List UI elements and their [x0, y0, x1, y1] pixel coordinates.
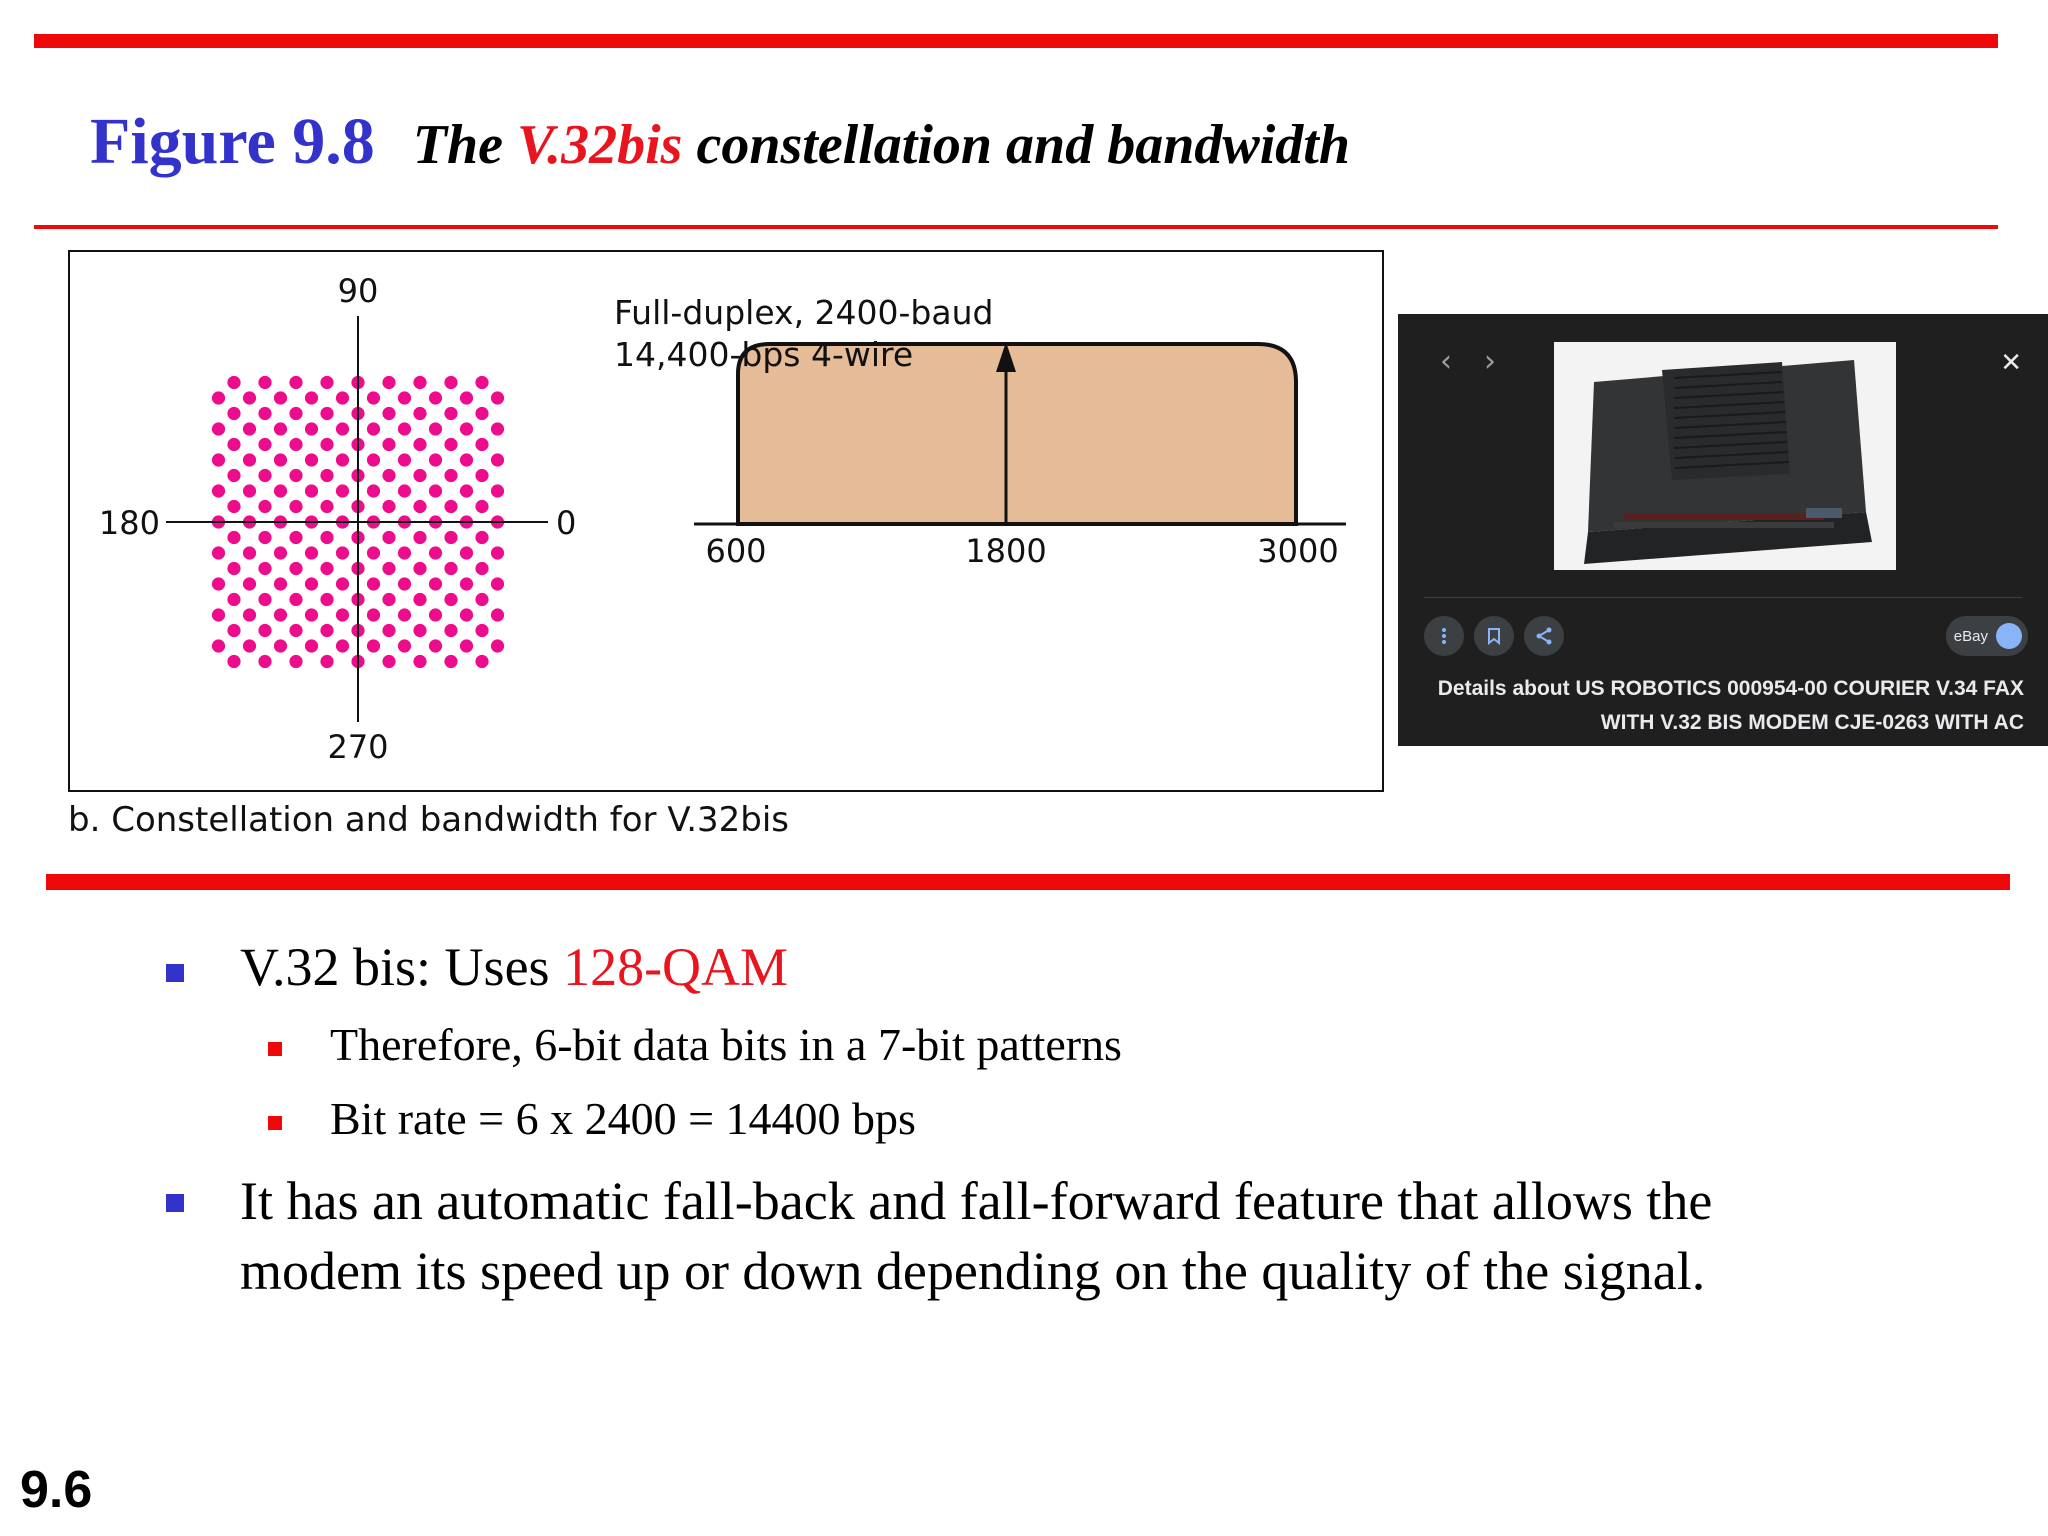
bullet-1-highlight: 128-QAM — [563, 937, 789, 997]
constellation-point — [382, 469, 395, 482]
constellation-point — [413, 655, 426, 668]
constellation-point — [460, 546, 473, 559]
constellation-point — [243, 391, 256, 404]
bandwidth-label-line2: 14,400-bps 4-wire — [614, 335, 914, 374]
constellation-point — [444, 562, 457, 575]
constellation-point — [258, 500, 271, 513]
constellation-point — [382, 624, 395, 637]
constellation-point — [413, 438, 426, 451]
constellation-point — [274, 577, 287, 590]
constellation-point — [227, 376, 240, 389]
constellation-point — [227, 624, 240, 637]
constellation-point — [398, 577, 411, 590]
figure-caption-title: The V.32bis constellation and bandwidth — [412, 114, 1350, 176]
constellation-point — [320, 407, 333, 420]
constellation-point — [460, 577, 473, 590]
constellation-point — [336, 546, 349, 559]
constellation-point — [212, 422, 225, 435]
constellation-point — [460, 639, 473, 652]
constellation-point — [227, 562, 240, 575]
constellation-point — [475, 562, 488, 575]
slide-title — [90, 104, 1350, 180]
constellation-point — [413, 562, 426, 575]
constellation-point — [274, 608, 287, 621]
constellation-point — [413, 500, 426, 513]
constellation-point — [336, 577, 349, 590]
constellation-point — [382, 531, 395, 544]
constellation-point — [320, 469, 333, 482]
constellation-point — [444, 531, 457, 544]
constellation-point — [227, 655, 240, 668]
constellation-point — [444, 438, 457, 451]
constellation-point — [367, 577, 380, 590]
constellation-point — [258, 593, 271, 606]
constellation-point — [274, 453, 287, 466]
bullet-2-line-1: It has an automatic fall-back and fall-forward feature that allows the — [240, 1171, 1713, 1231]
constellation-point — [475, 376, 488, 389]
constellation-point — [429, 546, 442, 559]
label-270: 270 — [327, 728, 389, 766]
constellation-point — [460, 484, 473, 497]
title-highlight: V.32bis — [516, 114, 683, 176]
constellation-point — [227, 469, 240, 482]
image-details[interactable] — [1424, 672, 2024, 740]
constellation-point — [258, 562, 271, 575]
constellation-point — [367, 546, 380, 559]
constellation-point — [429, 422, 442, 435]
constellation-point — [227, 438, 240, 451]
constellation-point — [320, 655, 333, 668]
source-chip[interactable] — [1946, 616, 2028, 656]
constellation-point — [367, 422, 380, 435]
constellation-point — [429, 453, 442, 466]
details-line-1: Details about US ROBOTICS 000954-00 COURIER V.34 FAX — [1437, 677, 2024, 700]
freq-label-3000: 3000 — [1257, 532, 1339, 570]
constellation-point — [305, 608, 318, 621]
constellation-point — [413, 469, 426, 482]
constellation-point — [367, 608, 380, 621]
constellation-point — [491, 391, 504, 404]
constellation-point — [429, 484, 442, 497]
bookmark-icon[interactable] — [1474, 616, 1514, 656]
constellation-point — [444, 655, 457, 668]
title-underline — [34, 225, 1998, 229]
constellation-point — [258, 376, 271, 389]
constellation-point — [320, 562, 333, 575]
constellation-point — [243, 422, 256, 435]
constellation-point — [258, 531, 271, 544]
constellation-point — [243, 577, 256, 590]
constellation-point — [475, 469, 488, 482]
constellation-point — [398, 453, 411, 466]
source-label: eBay — [1953, 627, 1988, 645]
constellation-point — [460, 453, 473, 466]
constellation-point — [305, 546, 318, 559]
constellation-point — [258, 624, 271, 637]
constellation-point — [382, 500, 395, 513]
constellation-point — [212, 577, 225, 590]
constellation-point — [413, 407, 426, 420]
constellation-point — [491, 453, 504, 466]
constellation-point — [305, 422, 318, 435]
constellation-point — [444, 407, 457, 420]
constellation-point — [336, 391, 349, 404]
constellation-point — [289, 655, 302, 668]
constellation-point — [398, 639, 411, 652]
constellation-point — [382, 562, 395, 575]
constellation-point — [320, 531, 333, 544]
constellation-point — [413, 624, 426, 637]
constellation-point — [274, 422, 287, 435]
constellation-point — [227, 531, 240, 544]
bullet-2-line-2: modem its speed up or down depending on the quality of the signal. — [240, 1241, 1706, 1301]
constellation-point — [274, 546, 287, 559]
constellation-point — [212, 639, 225, 652]
constellation-point — [444, 593, 457, 606]
constellation-point — [289, 469, 302, 482]
figure-box — [68, 250, 1384, 792]
constellation-point — [398, 484, 411, 497]
constellation-point — [305, 391, 318, 404]
constellation-point — [491, 546, 504, 559]
constellation-point — [227, 500, 240, 513]
constellation-point — [460, 608, 473, 621]
constellation-point — [336, 484, 349, 497]
constellation-point — [475, 407, 488, 420]
constellation-point — [429, 577, 442, 590]
constellation-point — [398, 608, 411, 621]
figure-caption: b. Constellation and bandwidth for V.32bis — [68, 800, 790, 840]
constellation-point — [382, 593, 395, 606]
constellation-point — [336, 608, 349, 621]
constellation-point — [289, 624, 302, 637]
constellation-point — [274, 391, 287, 404]
constellation-point — [398, 422, 411, 435]
sub-bullet-1-text: Therefore, 6-bit data bits in a 7-bit patterns — [330, 1019, 1122, 1070]
top-red-bar — [34, 34, 1998, 48]
label-90: 90 — [337, 272, 379, 310]
constellation-point — [258, 469, 271, 482]
constellation-point — [212, 546, 225, 559]
constellation-point — [289, 407, 302, 420]
constellation-point — [413, 531, 426, 544]
modem-picture — [1554, 342, 1896, 570]
constellation-point — [289, 376, 302, 389]
close-icon[interactable]: ✕ — [2000, 348, 2022, 378]
constellation-point — [289, 500, 302, 513]
constellation-point — [336, 453, 349, 466]
constellation-point — [243, 639, 256, 652]
constellation-point — [444, 376, 457, 389]
freq-label-1800: 1800 — [965, 532, 1047, 570]
constellation-point — [460, 391, 473, 404]
constellation-point — [382, 407, 395, 420]
constellation-point — [382, 438, 395, 451]
constellation-point — [320, 593, 333, 606]
constellation-point — [243, 546, 256, 559]
middle-red-bar — [46, 874, 2010, 890]
constellation-point — [227, 407, 240, 420]
constellation-point — [320, 376, 333, 389]
chevron-right-icon[interactable]: › — [1484, 344, 1496, 379]
constellation-point — [475, 438, 488, 451]
constellation-point — [336, 639, 349, 652]
constellation-point — [336, 422, 349, 435]
constellation-point — [320, 438, 333, 451]
freq-label-600: 600 — [705, 532, 767, 570]
constellation-point — [475, 624, 488, 637]
constellation-point — [258, 655, 271, 668]
sub-bullet-2-marker — [268, 1116, 282, 1130]
more-vert-icon[interactable] — [1424, 616, 1464, 656]
constellation-point — [212, 608, 225, 621]
constellation-point — [444, 500, 457, 513]
constellation-point — [491, 422, 504, 435]
constellation-point — [289, 562, 302, 575]
sub-bullet-2-text: Bit rate = 6 x 2400 = 14400 bps — [330, 1093, 916, 1144]
constellation-point — [429, 639, 442, 652]
constellation-point — [258, 407, 271, 420]
globe-icon — [1996, 623, 2022, 649]
constellation-point — [289, 593, 302, 606]
constellation-point — [413, 593, 426, 606]
bullet-1-marker — [166, 964, 184, 982]
constellation-point — [413, 376, 426, 389]
constellation-point — [444, 624, 457, 637]
constellation-point — [475, 655, 488, 668]
constellation-point — [367, 391, 380, 404]
constellation-point — [289, 531, 302, 544]
label-0: 0 — [556, 504, 577, 542]
constellation-point — [398, 546, 411, 559]
slide-number: 9.6 — [20, 1461, 93, 1519]
bullet-2-text — [240, 1166, 1712, 1306]
constellation-point — [491, 577, 504, 590]
constellation-point — [475, 500, 488, 513]
panel-divider — [1424, 597, 2022, 598]
product-image[interactable] — [1554, 342, 1896, 570]
constellation-point — [274, 484, 287, 497]
sub-bullet-1-marker — [268, 1042, 282, 1056]
constellation-point — [243, 453, 256, 466]
bullet-1-text: V.32 bis: Uses 128-QAM — [240, 937, 789, 997]
constellation-point — [320, 500, 333, 513]
constellation-point — [429, 391, 442, 404]
constellation-point — [258, 438, 271, 451]
constellation-point — [212, 391, 225, 404]
constellation-point — [460, 422, 473, 435]
constellation-point — [382, 655, 395, 668]
share-icon[interactable] — [1524, 616, 1564, 656]
details-line-2: WITH V.32 BIS MODEM CJE-0263 WITH AC — [1600, 711, 2024, 734]
constellation-point — [491, 639, 504, 652]
constellation-point — [382, 376, 395, 389]
figure-number: Figure 9.8 — [90, 105, 375, 178]
constellation-bandwidth-figure — [70, 252, 1382, 790]
constellation-point — [367, 453, 380, 466]
bandwidth-label-line1: Full-duplex, 2400-baud — [614, 293, 994, 332]
constellation-point — [320, 624, 333, 637]
constellation-point — [305, 577, 318, 590]
chevron-left-icon[interactable]: ‹ — [1440, 344, 1452, 379]
constellation-point — [227, 593, 240, 606]
constellation-point — [305, 484, 318, 497]
constellation-point — [305, 453, 318, 466]
bullet-2-marker — [166, 1194, 184, 1212]
constellation-point — [475, 531, 488, 544]
constellation-point — [212, 484, 225, 497]
constellation-point — [444, 469, 457, 482]
constellation-point — [429, 608, 442, 621]
constellation-point — [243, 484, 256, 497]
constellation-point — [491, 608, 504, 621]
constellation-point — [243, 608, 256, 621]
constellation-point — [289, 438, 302, 451]
constellation-point — [475, 593, 488, 606]
constellation-point — [367, 484, 380, 497]
constellation-point — [305, 639, 318, 652]
constellation-point — [212, 453, 225, 466]
label-180: 180 — [98, 504, 160, 542]
constellation-point — [398, 391, 411, 404]
image-viewer-panel — [1398, 314, 2048, 746]
constellation-point — [491, 484, 504, 497]
constellation-point — [367, 639, 380, 652]
constellation-point — [274, 639, 287, 652]
